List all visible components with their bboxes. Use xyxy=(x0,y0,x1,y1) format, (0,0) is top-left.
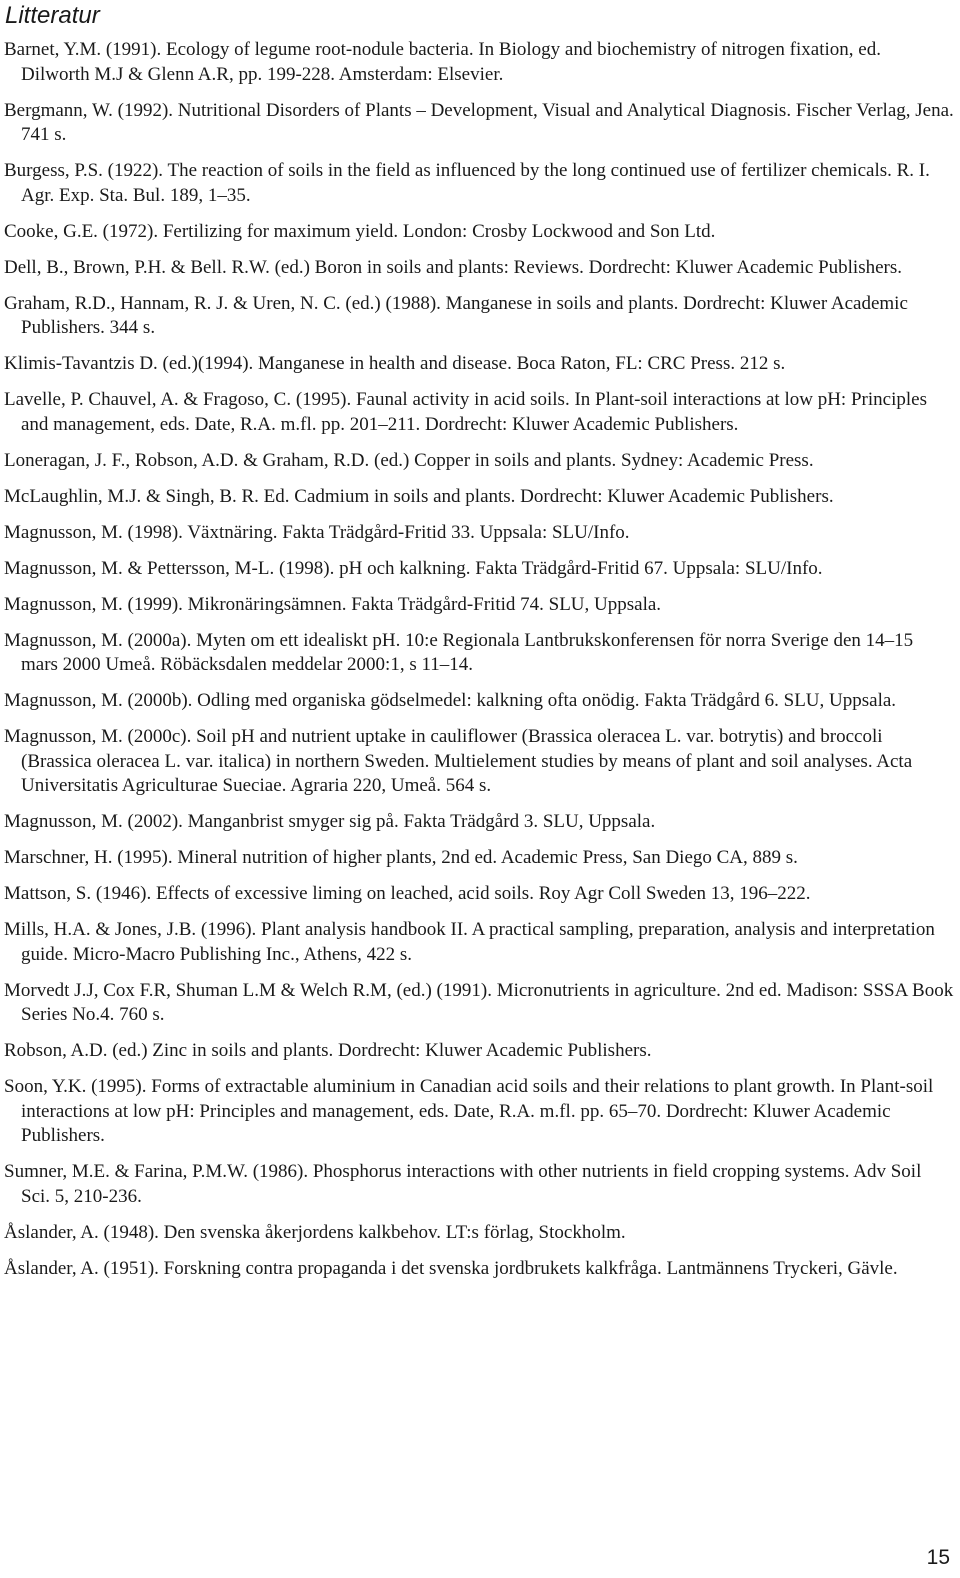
reference-entry: McLaughlin, M.J. & Singh, B. R. Ed. Cadmium in soils and plants. Dordrecht: Kluwer Academic Publishers. xyxy=(4,485,834,507)
reference-entry: Magnusson, M. (2000c). Soil pH and nutrient uptake in cauliflower (Brassica oleracea L. var. botrytis) and broccoli (Brassica oleracea L. var. italica) in northern Sweden. Multielement studies by means of plant and soil analyses. Acta Universitatis Agriculturae Sueciae. Agraria 220, Umeå. 564 s. xyxy=(4,726,913,796)
reference-entry: Loneragan, J. F., Robson, A.D. & Graham, R.D. (ed.) Copper in soils and plants. Sydney: Academic Press. xyxy=(4,449,814,471)
reference-entry: Graham, R.D., Hannam, R. J. & Uren, N. C. (ed.) (1988). Manganese in soils and plants. Dordrecht: Kluwer Academic Publishers. 344 s. xyxy=(4,292,908,338)
page-number: 15 xyxy=(926,1546,950,1569)
reference-entry: Magnusson, M. & Pettersson, M-L. (1998). pH och kalkning. Fakta Trädgård-Fritid 67. Uppsala: SLU/Info. xyxy=(4,557,823,579)
reference-entry: Burgess, P.S. (1922). The reaction of soils in the field as influenced by the long continued use of fertilizer chemicals. R. I. Agr. Exp. Sta. Bul. 189, 1–35. xyxy=(4,160,930,206)
reference-entry: Dell, B., Brown, P.H. & Bell. R.W. (ed.) Boron in soils and plants: Reviews. Dordrecht: Kluwer Academic Publishers. xyxy=(4,256,903,278)
reference-entry: Bergmann, W. (1992). Nutritional Disorders of Plants – Development, Visual and Analytical Diagnosis. Fischer Verlag, Jena. 741 s. xyxy=(4,99,954,145)
reference-entry: Mills, H.A. & Jones, J.B. (1996). Plant analysis handbook II. A practical sampling, preparation, analysis and interpretation guide. Micro-Macro Publishing Inc., Athens, 422 s. xyxy=(4,919,935,965)
reference-entry: Magnusson, M. (1999). Mikronäringsämnen. Fakta Trädgård-Fritid 74. SLU, Uppsala. xyxy=(4,593,662,615)
reference-entry: Magnusson, M. (2000b). Odling med organiska gödselmedel: kalkning ofta onödig. Fakta Trädgård 6. SLU, Uppsala. xyxy=(4,690,897,711)
reference-entry: Cooke, G.E. (1972). Fertilizing for maximum yield. London: Crosby Lockwood and Son Ltd. xyxy=(4,220,716,242)
reference-entry: Klimis-Tavantzis D. (ed.)(1994). Manganese in health and disease. Boca Raton, FL: CRC Press. 212 s. xyxy=(4,353,786,374)
reference-entry: Sumner, M.E. & Farina, P.M.W. (1986). Phosphorus interactions with other nutrients in field cropping systems. Adv Soil Sci. 5, 210-236. xyxy=(4,1161,922,1207)
reference-entry: Magnusson, M. (2002). Manganbrist smyger sig på. Fakta Trädgård 3. SLU, Uppsala. xyxy=(4,811,656,832)
reference-entry: Marschner, H. (1995). Mineral nutrition of higher plants, 2nd ed. Academic Press, San Diego CA, 889 s. xyxy=(4,847,798,868)
reference-entry: Mattson, S. (1946). Effects of excessive liming on leached, acid soils. Roy Agr Coll Sweden 13, 196–222. xyxy=(4,883,811,904)
section-heading: Litteratur xyxy=(5,2,100,29)
reference-list xyxy=(4,38,954,1293)
reference-entry: Magnusson, M. (1998). Växtnäring. Fakta Trädgård-Fritid 33. Uppsala: SLU/Info. xyxy=(4,521,630,543)
reference-entry: Morvedt J.J, Cox F.R, Shuman L.M & Welch R.M, (ed.) (1991). Micronutrients in agriculture. 2nd ed. Madison: SSSA Book Series No.4. 760 s. xyxy=(4,979,954,1025)
reference-entry: Soon, Y.K. (1995). Forms of extractable aluminium in Canadian acid soils and their relations to plant growth. In Plant-soil interactions at low pH: Principles and management, eds. Date, R.A. m.fl. pp. 65–70. Dordrecht: Kluwer Academic Publishers. xyxy=(4,1076,934,1146)
reference-entry: Lavelle, P. Chauvel, A. & Fragoso, C. (1995). Faunal activity in acid soils. In Plant-soil interactions at low pH: Principles and management, eds. Date, R.A. m.fl. pp. 201–211. Dordrecht: Kluwer Academic Publishers. xyxy=(4,389,927,435)
reference-entry: Magnusson, M. (2000a). Myten om ett idealiskt pH. 10:e Regionala Lantbrukskonferensen för norra Sverige den 14–15 mars 2000 Umeå. Röbäcksdalen meddelar 2000:1, s 11–14. xyxy=(4,629,914,675)
reference-entry: Robson, A.D. (ed.) Zinc in soils and plants. Dordrecht: Kluwer Academic Publishers. xyxy=(4,1040,652,1061)
reference-entry: Åslander, A. (1948). Den svenska åkerjordens kalkbehov. LT:s förlag, Stockholm. xyxy=(4,1221,626,1243)
reference-entry: Barnet, Y.M. (1991). Ecology of legume root-nodule bacteria. In Biology and biochemistry of nitrogen fixation, ed. Dilworth M.J & Glenn A.R, pp. 199-228. Amsterdam: Elsevier. xyxy=(4,39,881,85)
reference-entry: Åslander, A. (1951). Forskning contra propaganda i det svenska jordbrukets kalkfråga. Lantmännens Tryckeri, Gävle. xyxy=(4,1257,898,1279)
